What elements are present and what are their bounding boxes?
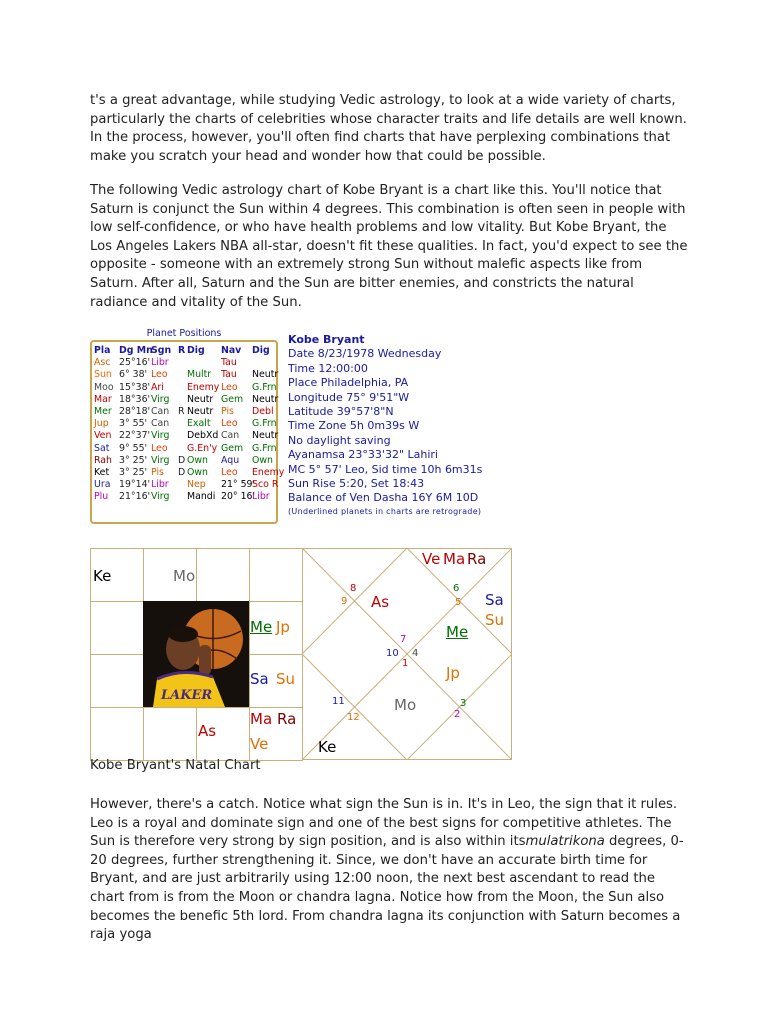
north-chart-planet-as: As <box>371 593 390 611</box>
kobe-photo <box>143 601 249 707</box>
planet-sign: Leo <box>151 369 168 381</box>
planet-retro: D <box>178 454 186 466</box>
south-chart-planet-ra: Ra <box>277 710 297 728</box>
planet-name: Plu <box>94 491 109 503</box>
planet-dignity: Nep <box>187 479 206 491</box>
planet-dignity: Exalt <box>187 418 211 430</box>
south-chart-house <box>143 707 197 761</box>
south-chart-planet-me: Me <box>250 618 273 636</box>
detail-time: Time 12:00:00 <box>288 361 368 375</box>
planet-sign: Can <box>151 418 170 430</box>
detail-daylight: No daylight saving <box>288 433 391 447</box>
north-chart-house-number: 5 <box>455 597 462 608</box>
north-chart-house-number: 2 <box>454 709 461 720</box>
north-chart-house-number: 11 <box>332 696 345 707</box>
planet-dignity: DebXd <box>187 430 219 442</box>
north-chart-planet-ra: Ra <box>467 550 487 568</box>
north-chart-planet-ke: Ke <box>318 738 337 756</box>
detail-mc: MC 5° 57' Leo, Sid time 10h 6m31s <box>288 462 483 476</box>
planet-name: Ven <box>94 430 112 442</box>
planet-dignity: Neutr <box>187 393 214 405</box>
hdr-dignity: Dig <box>187 345 205 356</box>
planet-retro: R <box>178 405 185 417</box>
planet-name: Moo <box>94 381 114 393</box>
planet-nav-dignity: Neutr <box>252 430 279 442</box>
planet-positions-title <box>90 328 278 339</box>
planet-nav-dignity: Neutr <box>252 393 279 405</box>
chart-caption: Kobe Bryant's Natal Chart <box>90 758 261 773</box>
planet-name: Sat <box>94 442 110 454</box>
north-chart-house-number: 10 <box>386 648 399 659</box>
south-chart-house <box>90 654 144 708</box>
planet-degree: 19°14' <box>119 479 151 491</box>
planet-dignity: Enemy <box>187 381 220 393</box>
south-chart-house <box>90 601 144 655</box>
detail-longitude: Longitude 75° 9'51"W <box>288 390 410 404</box>
p3-text-a: However, there's a catch. Notice what sign the Sun is in. It's in Leo, the sign that it rules. Leo is a royal and dominate sign and one of the best signs for competitive athletes. The Sun is therefore very strong by sign position, and is also within its <box>90 797 678 850</box>
kobe-paragraph: The following Vedic astrology chart of Kobe Bryant is a chart like this. You'll notice that Saturn is conjunct the Sun within 4 degrees. This combination is often seen in people with low self-confidence, or who have health problems and low vitality. But Kobe Bryant, the Los Angeles Lakers NBA all-star, doesn't fit these qualities. In fact, you'd expect to see the opposite - someone with an extremely strong Sun without malefic aspects like from Saturn. After all, Saturn and the Sun are bitter enemies, and constricts the natural radiance and vitality of the Sun. <box>90 183 688 310</box>
planet-sign: Can <box>151 405 170 417</box>
planet-navamsa: 21° 59' <box>221 479 256 491</box>
north-chart-planet-mo: Mo <box>394 696 417 714</box>
planet-dignity: Own <box>187 466 208 478</box>
south-chart-planet-ve: Ve <box>250 735 269 753</box>
hdr-retro: R <box>178 345 186 356</box>
detail-place: Place Philadelphia, PA <box>288 376 409 390</box>
planet-positions-title-text: Planet Positions <box>144 328 225 339</box>
planet-degree: 15°38' <box>119 381 151 393</box>
planet-degree: 3° 55' <box>119 418 148 430</box>
planet-degree: 28°18' <box>119 405 151 417</box>
planet-degree: 18°36' <box>119 393 151 405</box>
planet-navamsa: 20° 16' <box>221 491 256 503</box>
birth-details <box>288 333 482 518</box>
planet-name: Sun <box>94 369 112 381</box>
planet-degree: 3° 25' <box>119 466 148 478</box>
north-chart-planet-sa: Sa <box>485 591 504 609</box>
north-indian-chart <box>302 548 512 760</box>
catch-paragraph <box>90 796 690 945</box>
planet-sign: Libr <box>151 357 169 369</box>
south-chart-planet-ke: Ke <box>93 567 112 585</box>
planet-sign: Pis <box>151 466 164 478</box>
planet-nav-dignity: Sco R <box>252 479 279 491</box>
north-chart-house-number: 9 <box>341 596 348 607</box>
north-chart-house-number: 1 <box>402 658 409 669</box>
south-chart-planet-sa: Sa <box>250 670 269 688</box>
planet-dignity: Neutr <box>187 405 214 417</box>
planet-sign: Virg <box>151 491 170 503</box>
planet-name: Rah <box>94 454 112 466</box>
hdr-navamsa: Nav <box>221 345 242 356</box>
north-chart-planet-ma: Ma <box>443 550 466 568</box>
planet-navamsa: Gem <box>221 393 244 405</box>
planet-name: Ket <box>94 466 110 478</box>
planet-name: Asc <box>94 357 111 369</box>
planet-retro: D <box>178 466 186 478</box>
hdr-nav-dignity: Dig <box>252 345 270 356</box>
detail-latitude: Latitude 39°57'8"N <box>288 405 394 419</box>
planet-degree: 21°16' <box>119 491 151 503</box>
planet-sign: Leo <box>151 442 168 454</box>
planet-sign: Virg <box>151 454 170 466</box>
planet-dignity: Own <box>187 454 208 466</box>
planet-dignity: Multr <box>187 369 212 381</box>
planet-dignity: G.En'y <box>187 442 218 454</box>
planet-navamsa: Can <box>221 430 240 442</box>
south-chart-house <box>196 548 250 602</box>
planet-degree: 6° 38' <box>119 369 148 381</box>
detail-date: Date 8/23/1978 Wednesday <box>288 347 442 361</box>
intro-paragraph: t's a great advantage, while studying Vedic astrology, to look at a wide variety of charts, particularly the charts of celebrities whose character traits and life details are well known. In the process, however, you'll often find charts that have perplexing combinations that make you scratch your head and wonder how that could be possible. <box>90 93 687 164</box>
planet-dignity: Mandi <box>187 491 216 503</box>
hdr-sign: Sgn <box>151 345 172 356</box>
south-chart-planet-su: Su <box>276 670 296 688</box>
south-chart-planet-mo: Mo <box>173 567 196 585</box>
planet-name: Ura <box>94 479 111 491</box>
detail-timezone: Time Zone 5h 0m39s W <box>288 419 420 433</box>
north-chart-planet-su: Su <box>485 611 505 629</box>
north-chart-house-number: 7 <box>400 634 407 645</box>
south-chart-planet-as: As <box>198 722 217 740</box>
north-chart-house-number: 6 <box>453 583 460 594</box>
detail-ayanamsa: Ayanamsa 23°33'32" Lahiri <box>288 448 438 462</box>
north-chart-planet-ve: Ve <box>422 550 441 568</box>
detail-sunrise: Sun Rise 5:20, Set 18:43 <box>288 477 425 491</box>
planet-name: Mar <box>94 393 112 405</box>
planet-nav-dignity: Enemy <box>252 466 285 478</box>
planet-sign: Virg <box>151 430 170 442</box>
planet-degree: 3° 25' <box>119 454 148 466</box>
planet-navamsa: Tau <box>221 357 237 369</box>
planet-degree: 25°16' <box>119 357 151 369</box>
planet-navamsa: Pis <box>221 405 234 417</box>
south-chart-planet-ma: Ma <box>250 710 273 728</box>
south-chart-planet-jp: Jp <box>276 618 290 636</box>
planet-nav-dignity: G.Frn <box>252 381 277 393</box>
planet-navamsa: Aqu <box>221 454 240 466</box>
north-chart-house-number: 12 <box>347 712 360 723</box>
hdr-degree: Dg Mn <box>119 345 153 356</box>
planet-navamsa: Leo <box>221 418 238 430</box>
planet-nav-dignity: G.Frn <box>252 418 277 430</box>
north-chart-house-number: 4 <box>412 648 419 659</box>
retrograde-note: (Underlined planets in charts are retrograde) <box>288 506 482 516</box>
planet-navamsa: Leo <box>221 466 238 478</box>
planet-name: Mer <box>94 405 112 417</box>
detail-dasha: Balance of Ven Dasha 16Y 6M 10D <box>288 491 479 505</box>
planet-degree: 9° 55' <box>119 442 148 454</box>
planet-nav-dignity: G.Frn <box>252 442 277 454</box>
planet-degree: 22°37' <box>119 430 151 442</box>
north-chart-house-number: 3 <box>460 698 467 709</box>
svg-text:LAKER: LAKER <box>161 688 213 703</box>
planet-nav-dignity: Libr <box>252 491 270 503</box>
planet-sign: Libr <box>151 479 169 491</box>
planet-sign: Virg <box>151 393 170 405</box>
planet-navamsa: Gem <box>221 442 244 454</box>
planet-navamsa: Tau <box>221 369 237 381</box>
planet-sign: Ari <box>151 381 164 393</box>
kobe-portrait-icon <box>143 601 249 707</box>
planet-nav-dignity: Debl <box>252 405 274 417</box>
chart-name: Kobe Bryant <box>288 333 365 346</box>
p3-text-b: degrees, 0-20 degrees, further strengthening it. Since, we don't have an accurate birth time for Bryant, and are just arbitrarily using 12:00 noon, the next best ascendant to read the chart from is from the Moon or chandra lagna. Notice how from the Moon, the Sun also becomes the benefic 5th lord. From chandra lagna its conjunction with Saturn becomes a raja yoga <box>90 834 684 943</box>
south-chart-house <box>90 707 144 761</box>
north-chart-lines <box>302 548 512 760</box>
north-chart-planet-jp: Jp <box>446 664 460 682</box>
north-chart-planet-me: Me <box>446 623 469 641</box>
planet-name: Jup <box>94 418 109 430</box>
north-chart-house-number: 8 <box>350 583 357 594</box>
planet-nav-dignity: Own <box>252 454 273 466</box>
hdr-planet: Pla <box>94 345 111 356</box>
planet-navamsa: Leo <box>221 381 238 393</box>
mulatrikona-term: mulatrikona <box>525 834 605 850</box>
south-chart-house <box>249 548 303 602</box>
planet-nav-dignity: Neutr <box>252 369 279 381</box>
